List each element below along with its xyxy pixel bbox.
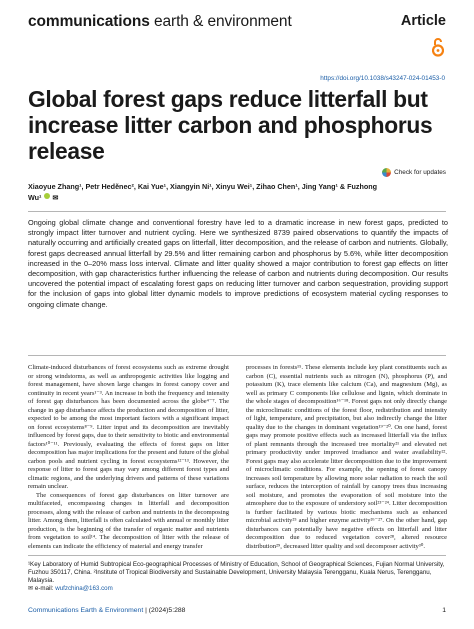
paragraph: The consequences of forest gap disturbances on litter turnover are multifaceted, encompassing changes in litterfall and decomposition processes, along with the release of carbon and nutrients in the decomposing litter. Among them, litterfall is often calculated with annual or monthly litter production, is the beginning of the transfer of organic matter and nutrients from vegetation to soil¹⁴. The decomposition of litter with the release of elements can indicate the efficiency of material and energy transfer [28, 491, 229, 550]
body-column-left [28, 364, 229, 551]
open-access-icon[interactable] [432, 37, 444, 57]
journal-header [28, 13, 446, 33]
author-names[interactable]: Xiaoyue Zhang¹, Petr Heděnec², Kai Yue¹, Xiangyin Ni¹, Xinyu Wei¹, Zihao Chen¹, Jing Yang¹ & Fuzhong Wu¹ [28, 182, 378, 202]
check-updates-label: Check for updates [394, 169, 446, 176]
doi-link[interactable]: https://doi.org/10.1038/s43247-024-01453-0 [320, 75, 445, 82]
affiliations-footnote [28, 561, 448, 593]
abstract: Ongoing global climate change and conventional forestry have led to a dramatic increase in new forest gaps, predicted to strongly impact litter turnover and nutrient cycling. Here we synthesized 8739 paired observations to quantify the impacts of naturally occurring and artificially created gaps on litterfall, litter decomposition, and the release of carbon and nutrients. Globally, forest gaps decreased annual litterfall by 29.5% and litter remaining carbon and phosphorus by 5.6%, while litter decomposition increased in the 0–20% mass loss interval. Climate and litter quality showed a major contribution to forest gap effects on litter decomposition, with gap characteristics further influencing the release of carbon and nutrients during decomposition. Our results uncovered the potential impact of escalating forest gaps on reducing litter turnover and carbon sequestration, providing support for the inclusion of gaps into global litter dynamic models to improve predictions of ecosystem material cycling responses to ongoing climate change. [28, 218, 448, 309]
affiliation-text: ¹Key Laboratory of Humid Subtropical Eco-geographical Processes of Ministry of Education, School of Geographical Sciences, Fujian Normal University, Fuzhou 350117, China. ²Institute of Tropical Biodiversity and Sustainable Development, University Malaysia Terengganu, Kuala Nerus, Terengganu, Malaysia. [28, 561, 445, 584]
paragraph: processes in forests¹⁵. These elements include key plant constituents such as carbon (C), essential nutrients such as nitrogen (N), phosphorus (P), and potassium (K), trace elements like calcium (Ca), and magnesium (Mg), as well as primary C components like cellulose and lignin, which dominate in the whole stages of decomposition¹⁶⁻¹⁸. Forest gaps not only directly change the microclimatic conditions of the forest floor, redistribution and intensity of light, temperature, and precipitation, but also indirectly change the litter quality due to the changes in dominant vegetation¹⁹⁻²⁰. On one hand, forest gaps may promote positive effects such as increased litterfall via the influx of plant remnants through the increased tree mortality²¹ and elevated net primary productivity under improved irradiance and water availability²². Forest gaps may also accelerate litter decomposition due to the improvement of microclimatic conditions. For example, the opening of forest canopy increases soil temperature by allowing more solar radiation to reach the soil surface, reduces the interception of rainfall by canopy trees thus increasing soil moisture, and promotes the evaporation of soil moisture into the atmosphere due to the exposure of understory soil²³⁻²⁴. Litter decomposition is further facilitated by various biotic mechanisms such as enhanced microbial activity²⁵ and higher enzyme activity²⁶⁻²⁷. On the other hand, gap disturbances can potentially have negative effects on litterfall and litter decomposition due to reduced vegetation cover²⁸, altered resource distribution²⁹, decreased litter quality and soil decomposer activity³⁰. [246, 364, 447, 550]
email-link[interactable]: wufzchina@163.com [55, 585, 113, 592]
footer-citation [28, 607, 185, 614]
correspondence [28, 585, 448, 593]
divider-footnote [28, 555, 446, 556]
article-type-label: Article [400, 13, 446, 29]
journal-name-bold: communications [28, 13, 150, 30]
author-list [28, 181, 388, 204]
check-updates-icon [382, 168, 391, 177]
footer-citation-text: | (2024)5:288 [145, 607, 186, 614]
article-title: Global forest gaps reduce litterfall but increase litter carbon and phosphorus release [28, 86, 433, 164]
email-label: e-mail: [34, 585, 54, 592]
envelope-icon[interactable]: ✉ [52, 195, 59, 202]
footer-journal-link[interactable]: Communications Earth & Environment [28, 607, 144, 614]
divider-top [28, 211, 446, 212]
orcid-icon[interactable] [44, 193, 50, 199]
page-number: 1 [442, 607, 446, 614]
body-column-right [246, 364, 447, 551]
divider-abstract [28, 355, 446, 356]
paragraph: Climate-induced disturbances of forest ecosystems such as extreme drought or strong windstorms, as well as anthropogenic activities like logging and forest management, have shown large changes in forest canopy cover and continuity in recent years¹⁻³. An increase in both the frequency and intensity of forest gap disturbances has been documented across the globe⁴⁻⁷. The change in gap disturbance affects the production and decomposition of litter, expected to be among the most important factors with a significant impact on forest ecosystems⁸⁻⁹. Litter input and its decomposition are inevitably influenced by forest gaps, due to their sensitivity to biotic and environmental factors¹⁰⁻¹¹. Previously, evaluating the effects of forest gaps on litter decomposition has major implications for the present and future of the global carbon pools and nutrient cycling in forest ecosystems¹²⁻¹³. However, the response of litter to forest gaps may vary among different forest types and climatic regions, and the underlying drivers and patterns of these variations remain unclear. [28, 364, 229, 490]
email-icon: ✉ [28, 585, 34, 592]
journal-name-rest: earth & environment [153, 13, 292, 30]
check-for-updates-button[interactable] [382, 168, 446, 177]
journal-name[interactable] [28, 13, 292, 31]
